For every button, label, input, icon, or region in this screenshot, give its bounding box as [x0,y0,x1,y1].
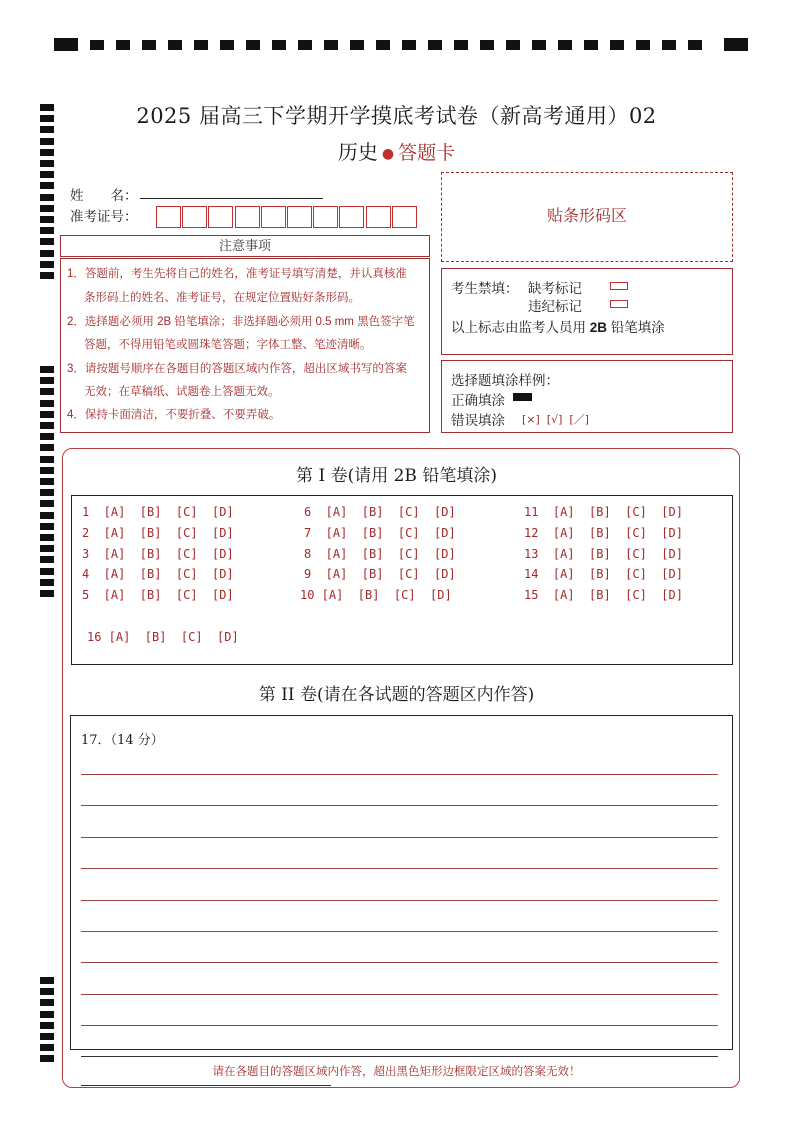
timing-mark [246,40,260,50]
timing-mark [480,40,494,50]
choice-question-13[interactable]: 13 [A] [B] [C] [D] [524,547,683,561]
timing-mark [116,40,130,50]
absent-mark-label: 缺考标记 [528,281,582,296]
timing-mark [54,38,78,51]
choice-question-5[interactable]: 5 [A] [B] [C] [D] [82,588,234,602]
section1-title: 第 I 卷(请用 2B 铅笔填涂) [296,466,497,486]
timing-mark [40,1022,54,1029]
barcode-area [441,172,733,262]
answer-line [81,962,718,963]
top-timing-marks [54,38,748,50]
timing-mark [40,1033,54,1040]
timing-mark [610,40,624,50]
page-subtitle [0,136,793,165]
section2-title: 第 II 卷(请在各试题的答题区内作答) [258,685,535,705]
correct-fill-label: 正确填涂 [451,393,505,408]
exam-id-digit-box[interactable] [313,206,338,228]
notice-line: 无效；在草稿纸、试题卷上答题无效。 [84,386,280,398]
timing-mark [40,500,54,507]
timing-mark [324,40,338,50]
footer-divider-short [81,1085,331,1086]
timing-mark [40,579,54,586]
answer-line [81,931,718,932]
proctor-label: 考生禁填： [451,281,519,296]
choice-question-12[interactable]: 12 [A] [B] [C] [D] [524,526,683,540]
violation-mark-box[interactable] [610,300,628,308]
exam-id-digit-box[interactable] [156,206,181,228]
timing-mark [40,1055,54,1062]
timing-mark [40,999,54,1006]
timing-mark [40,1011,54,1018]
timing-mark [40,422,54,429]
timing-mark [40,261,54,268]
answer-line [81,774,718,775]
exam-id-digit-box[interactable] [208,206,233,228]
notice-line: 答题，不得用铅笔或圆珠笔答题；字体工整、笔迹清晰。 [84,339,372,351]
timing-mark [40,523,54,530]
essay-answer-box[interactable] [70,715,733,1050]
exam-id-digit-box[interactable] [261,206,286,228]
answer-line [81,900,718,901]
choice-question-9[interactable]: 9 [A] [B] [C] [D] [304,567,456,581]
footer-note: 请在各题目的答题区域内作答，超出黑色矩形边框限定区域的答案无效！ [212,1066,581,1078]
timing-mark [40,534,54,541]
timing-mark [40,388,54,395]
timing-mark [40,250,54,257]
answer-line [81,805,718,806]
choice-question-7[interactable]: 7 [A] [B] [C] [D] [304,526,456,540]
choice-question-14[interactable]: 14 [A] [B] [C] [D] [524,567,683,581]
exam-id-digit-box[interactable] [392,206,417,228]
timing-mark [428,40,442,50]
timing-mark [40,171,54,178]
choice-question-1[interactable]: 1 [A] [B] [C] [D] [82,505,234,519]
choice-question-4[interactable]: 4 [A] [B] [C] [D] [82,567,234,581]
filled-mark-icon [513,393,532,401]
timing-mark [454,40,468,50]
timing-mark [272,40,286,50]
timing-mark [350,40,364,50]
exam-id-digit-box[interactable] [287,206,312,228]
timing-mark [688,40,702,50]
answer-line [81,837,718,838]
timing-mark [40,988,54,995]
timing-mark [636,40,650,50]
choice-question-8[interactable]: 8 [A] [B] [C] [D] [304,547,456,561]
notice-line: 3．请按题号顺序在各题目的答题区域内作答，超出区域书写的答案 [67,363,407,375]
name-label: 姓 名： [70,188,138,203]
timing-mark [532,40,546,50]
timing-mark [40,227,54,234]
choice-question-10[interactable]: 10 [A] [B] [C] [D] [300,588,452,602]
notice-line: 4．保持卡面清洁，不要折叠、不要弄破。 [67,409,281,421]
wrong-fill-label: 错误填涂 [451,413,505,428]
footer-divider [81,1056,718,1057]
timing-mark [40,194,54,201]
answer-line [81,1025,718,1026]
notice-box [60,258,430,433]
bullet-dot-icon: ● [381,145,395,162]
timing-mark [724,38,748,51]
timing-mark [376,40,390,50]
notice-heading: 注意事项 [60,235,430,257]
timing-mark [40,400,54,407]
timing-mark [298,40,312,50]
timing-mark [142,40,156,50]
exam-id-digit-box[interactable] [235,206,260,228]
exam-id-digit-box[interactable] [182,206,207,228]
timing-mark [662,40,676,50]
exam-id-digit-box[interactable] [339,206,364,228]
exam-id-label: 准考证号： [70,209,138,224]
timing-mark [40,512,54,519]
timing-mark [40,590,54,597]
answer-line [81,868,718,869]
choice-question-6[interactable]: 6 [A] [B] [C] [D] [304,505,456,519]
notice-line: 1．答题前，考生先将自己的姓名，准考证号填写清楚，并认真核准 [67,268,407,280]
timing-mark [40,568,54,575]
choice-question-3[interactable]: 3 [A] [B] [C] [D] [82,547,234,561]
timing-mark [40,433,54,440]
name-field[interactable] [140,198,323,199]
choice-question-2[interactable]: 2 [A] [B] [C] [D] [82,526,234,540]
choice-question-16[interactable]: 16 [A] [B] [C] [D] [87,630,239,644]
proctor-box [441,268,733,355]
choice-question-15[interactable]: 15 [A] [B] [C] [D] [524,588,683,602]
wrong-fill-marks: [×] [√] [／] [522,413,589,426]
timing-mark [40,272,54,279]
timing-mark [402,40,416,50]
timing-mark [40,556,54,563]
timing-mark [40,545,54,552]
timing-mark [40,377,54,384]
fill-sample-title: 选择题填涂样例： [451,373,559,388]
timing-mark [40,238,54,245]
timing-mark [40,366,54,373]
timing-mark [506,40,520,50]
fill-sample-box [441,360,733,433]
proctor-note: 以上标志由监考人员用 2B 铅笔填涂 [451,320,665,335]
timing-mark [40,1044,54,1051]
timing-mark [40,205,54,212]
timing-mark [220,40,234,50]
choice-question-11[interactable]: 11 [A] [B] [C] [D] [524,505,683,519]
timing-mark [40,444,54,451]
timing-mark [584,40,598,50]
violation-mark-label: 违纪标记 [528,299,582,314]
question-17-label: 17．（14 分） [81,733,164,748]
notice-line: 条形码上的姓名、准考证号，在规定位置贴好条形码。 [84,292,360,304]
answer-line [81,994,718,995]
exam-id-digit-box[interactable] [366,206,391,228]
answer-card-label: 答题卡 [398,142,456,164]
timing-mark [90,40,104,50]
timing-mark [40,411,54,418]
timing-mark [40,489,54,496]
notice-line: 2．选择题必须用 2B 铅笔填涂；非选择题必须用 0.5 mm 黑色签字笔 [67,316,415,328]
page-title: 2025 届高三下学期开学摸底考试卷（新高考通用）02 [136,104,657,128]
timing-mark [194,40,208,50]
timing-mark [40,977,54,984]
timing-mark [40,216,54,223]
subject-label: 历史 [337,140,378,164]
timing-mark [558,40,572,50]
barcode-label: 贴条形码区 [546,208,627,225]
timing-mark [168,40,182,50]
absent-mark-box[interactable] [610,282,628,290]
timing-mark [40,182,54,189]
